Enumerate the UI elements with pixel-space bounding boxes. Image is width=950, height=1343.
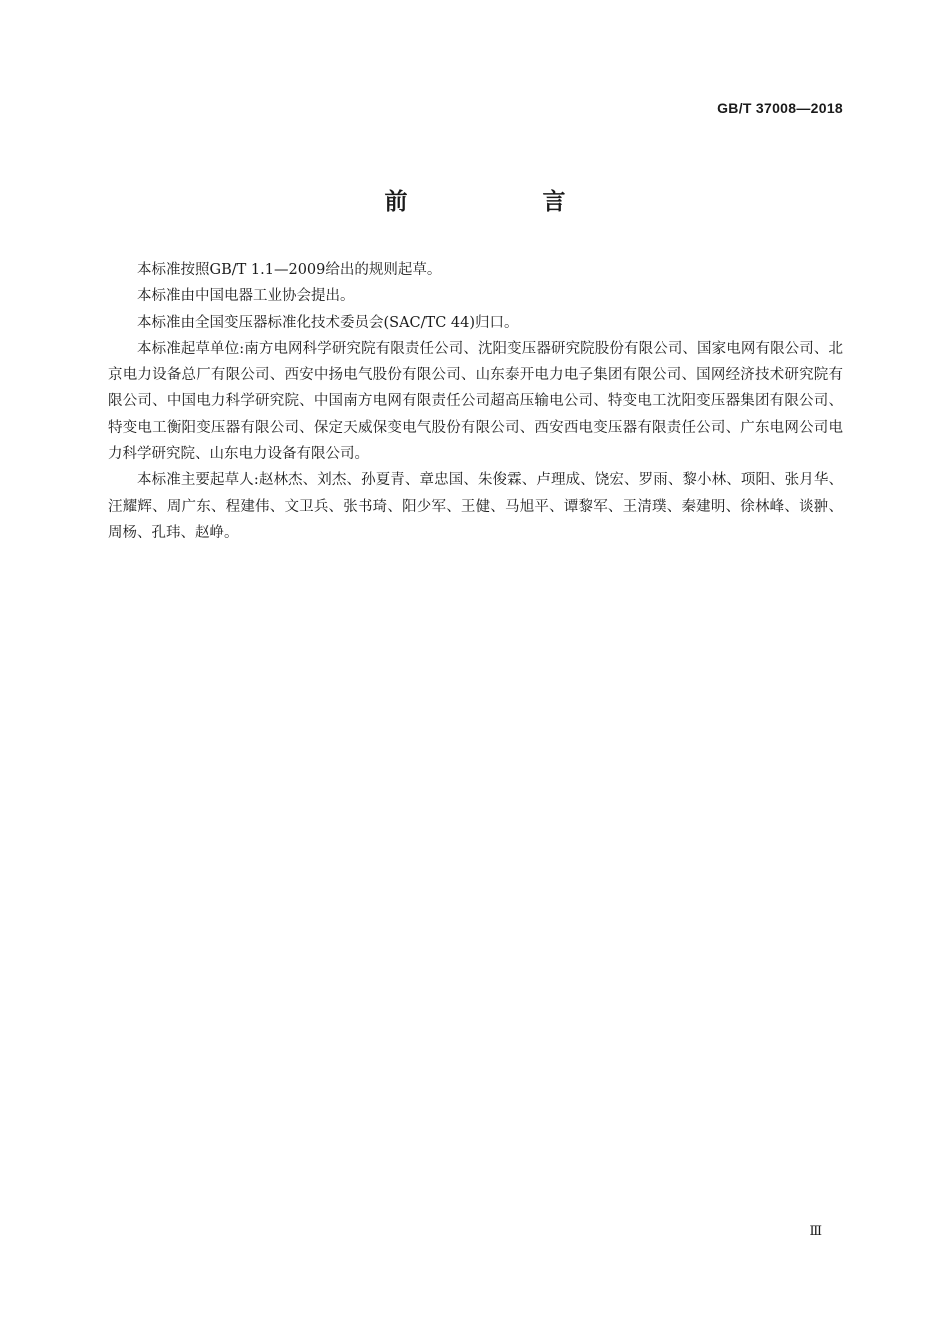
paragraph-proposer: 本标准由中国电器工业协会提出。: [137, 288, 355, 305]
paragraph-main-drafters: 本标准主要起草人:赵林杰、刘杰、孙夏青、章忠国、朱俊霖、卢理成、饶宏、罗雨、黎小林、项阳、张月华、汪耀辉、周广东、程建伟、文卫兵、张书琦、阳少军、王健、马旭平、谭黎军、王清璞、秦建明、徐林峰、谈翀、周杨、孔玮、赵峥。: [108, 472, 843, 541]
standard-code: GB/T 37008—2018: [717, 100, 843, 116]
paragraph-technical-committee: 本标准由全国变压器标准化技术委员会(SAC/TC 44)归口。: [137, 314, 519, 331]
paragraph-drafting-units: 本标准起草单位:南方电网科学研究院有限责任公司、沈阳变压器研究院股份有限公司、国家电网有限公司、北京电力设备总厂有限公司、西安中扬电气股份有限公司、山东泰开电力电子集团有限公司、国网经济技术研究院有限公司、中国电力科学研究院、中国南方电网有限责任公司超高压输电公司、特变电工沈阳变压器集团有限公司、特变电工衡阳变压器有限公司、保定天威保变电气股份有限公司、西安西电变压器有限责任公司、广东电网公司电力科学研究院、山东电力设备有限公司。: [108, 340, 843, 463]
foreword-body: [108, 257, 843, 546]
paragraph-drafting-rules: 本标准按照GB/T 1.1—2009给出的规则起草。: [137, 262, 442, 278]
page-title: 前 言: [384, 189, 622, 215]
page-number: Ⅲ: [809, 1223, 822, 1238]
